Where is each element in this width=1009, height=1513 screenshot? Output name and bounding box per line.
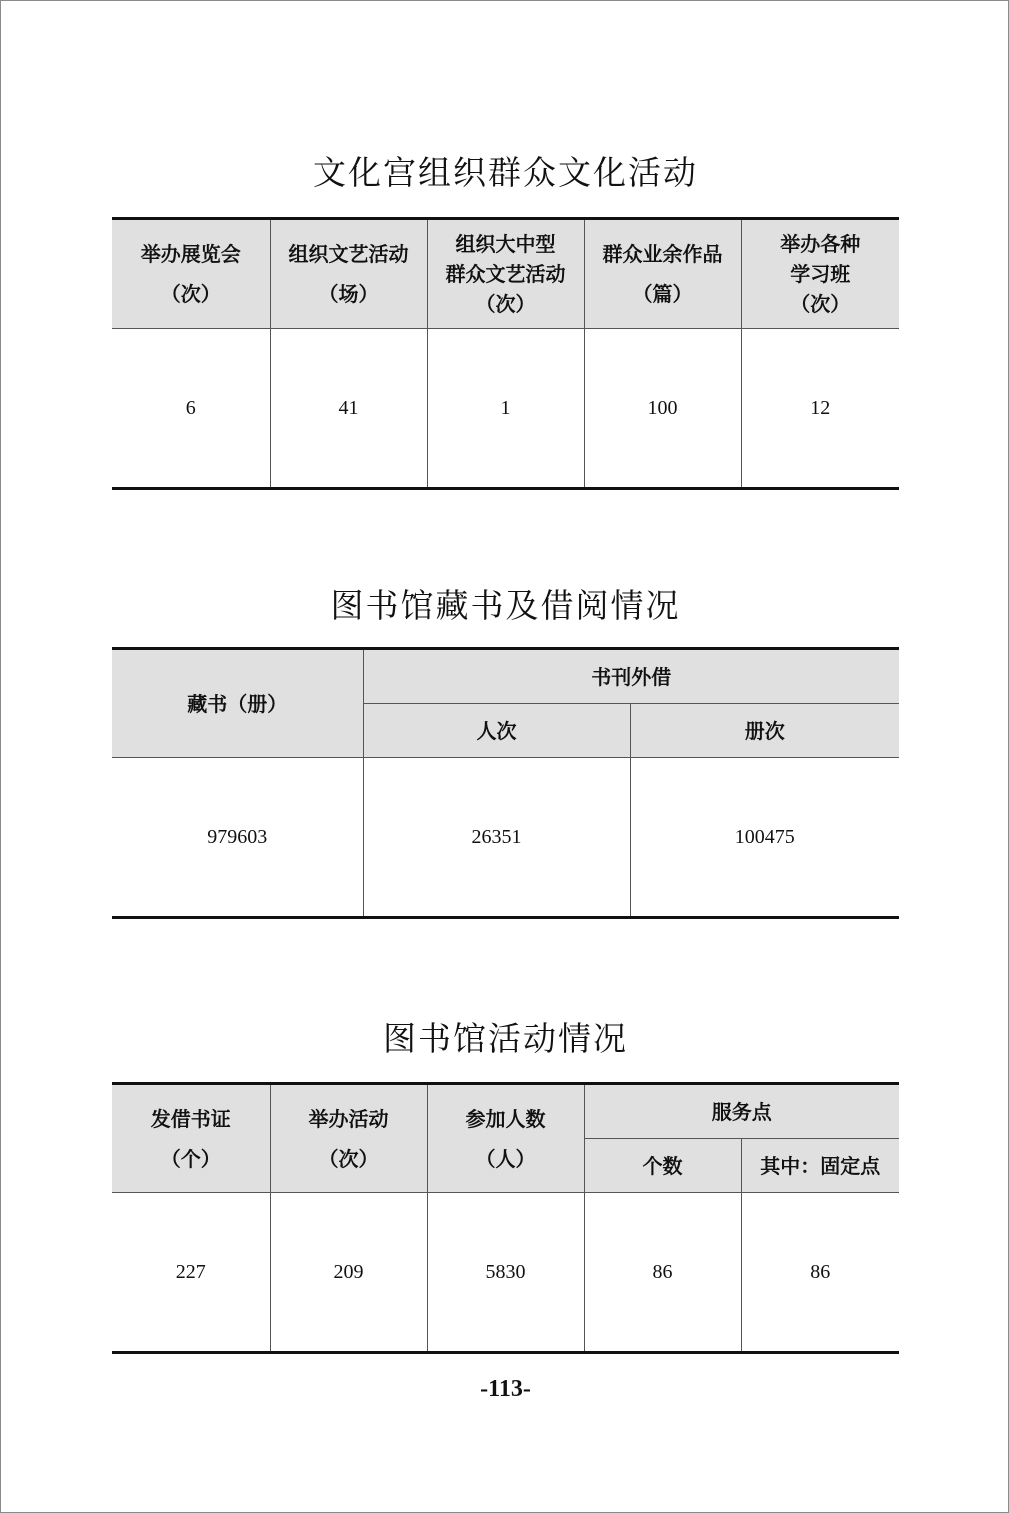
value-amateur-works: 100: [584, 329, 741, 489]
value-participants: 5830: [427, 1193, 584, 1353]
culture-palace-title: 文化宫组织群众文化活动: [313, 153, 698, 192]
header-person-times: 人次: [363, 704, 630, 758]
value-volume-times: 100475: [630, 758, 899, 918]
header-activities-held: 举办活动 （次）: [270, 1084, 427, 1193]
value-collection: 979603: [112, 758, 363, 918]
value-large-events: 1: [427, 329, 584, 489]
header-amateur-works: 群众业余作品 （篇）: [584, 219, 741, 329]
header-fixed-points: 其中：固定点: [741, 1139, 899, 1193]
value-person-times: 26351: [363, 758, 630, 918]
page-number: -113-: [480, 1376, 531, 1402]
value-exhibitions: 6: [112, 329, 270, 489]
value-art-events: 41: [270, 329, 427, 489]
library-activities-table: [112, 1082, 899, 1354]
culture-palace-table: [112, 217, 899, 490]
header-collection: 藏书（册）: [112, 649, 363, 758]
value-service-count: 86: [584, 1193, 741, 1353]
header-service-count: 个数: [584, 1139, 741, 1193]
header-participants: 参加人数 （人）: [427, 1084, 584, 1193]
header-art-events: 组织文艺活动 （场）: [270, 219, 427, 329]
header-exhibitions: 举办展览会 （次）: [112, 219, 270, 329]
header-large-events: 组织大中型 群众文艺活动 （次）: [427, 219, 584, 329]
header-training-classes: 举办各种 学习班 （次）: [741, 219, 899, 329]
header-service-points: 服务点: [584, 1084, 899, 1139]
header-volume-times: 册次: [630, 704, 899, 758]
header-library-cards: 发借书证 （个）: [112, 1084, 270, 1193]
library-activities-title: 图书馆活动情况: [383, 1019, 628, 1058]
library-collection-title: 图书馆藏书及借阅情况: [330, 586, 681, 625]
value-library-cards: 227: [112, 1193, 270, 1353]
library-collection-table: [112, 647, 899, 919]
value-activities-held: 209: [270, 1193, 427, 1353]
header-lending-group: 书刊外借: [363, 649, 899, 704]
value-fixed-points: 86: [741, 1193, 899, 1353]
value-training-classes: 12: [741, 329, 899, 489]
